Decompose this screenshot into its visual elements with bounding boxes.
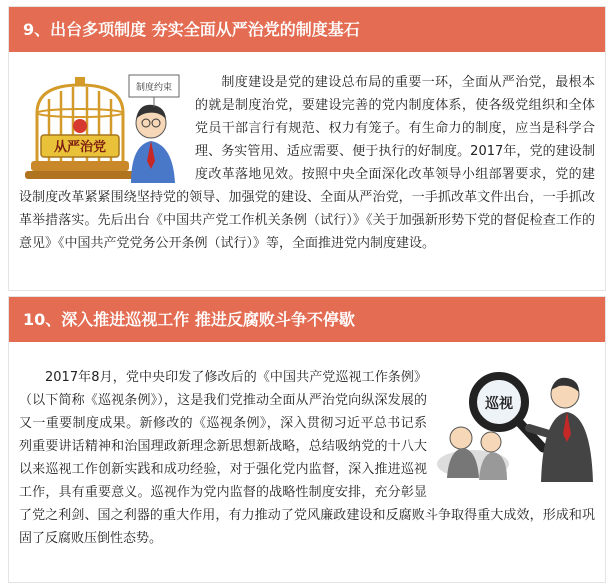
section-title: 9、出台多项制度 夯实全面从严治党的制度基石 — [9, 7, 605, 52]
birdcage-illustration — [19, 73, 187, 185]
magnifier-illustration — [433, 368, 595, 484]
sign-label: 制度约束 — [135, 83, 173, 93]
section-title: 10、深入推进巡视工作 推进反腐败斗争不停歇 — [9, 297, 605, 342]
paragraph-text: 2017年8月，党中央印发了修改后的《中国共产党巡视工作条例》（以下简称《巡视条例》），这是我们党推动全面从严治党向纵深发展的又一重要制度成果。新修改的《巡视条例》，深入贯彻习近平总书记系列重要讲话精神和治国理政新理念新思想新战略，总结吸纳党的十八大以来巡视工作创新实践和成功经验，对于强化党内监督，深入推进巡视工作，具有重要意义。巡视作为党内监督的战略性制度安排，充分彰显了党之利剑、国之利器的重大作用，有力推动了党风廉政建设和反腐败斗争取得重大成效，形成和巩固了反腐败压倒性态势。 — [19, 370, 595, 546]
section-inspection-work — [8, 296, 606, 583]
section-body — [9, 342, 605, 550]
section-institution-building — [8, 6, 606, 291]
paragraph-text: 制度建设是党的建设总布局的重要一环，全面从严治党，最根本的就是制度治党，要建设完善的党内制度体系，使各级党组织和全体党员干部言行有规范、权力有笼子。有生命力的制度，应当是科学合理、务实管用、适应需要、便于执行的好制度。2017年，党的建设制度改革落地见效。按照中央全面深化改革领导小组部署要求，党的建设制度改革紧紧围绕坚持党的领导、加强党的建设、全面从严治党，一手抓改革文件出台，一手抓改革举措落实。先后出台《中国共产党工作机关条例（试行）》《关于加强新形势下党的督促检查工作的意见》《中国共产党党务公开条例（试行）》等，全面推进党内制度建设。 — [19, 75, 595, 251]
magnifier-label: 巡视 — [485, 396, 513, 412]
lock-label: 从严治党 — [53, 140, 107, 155]
section-body — [9, 52, 605, 255]
